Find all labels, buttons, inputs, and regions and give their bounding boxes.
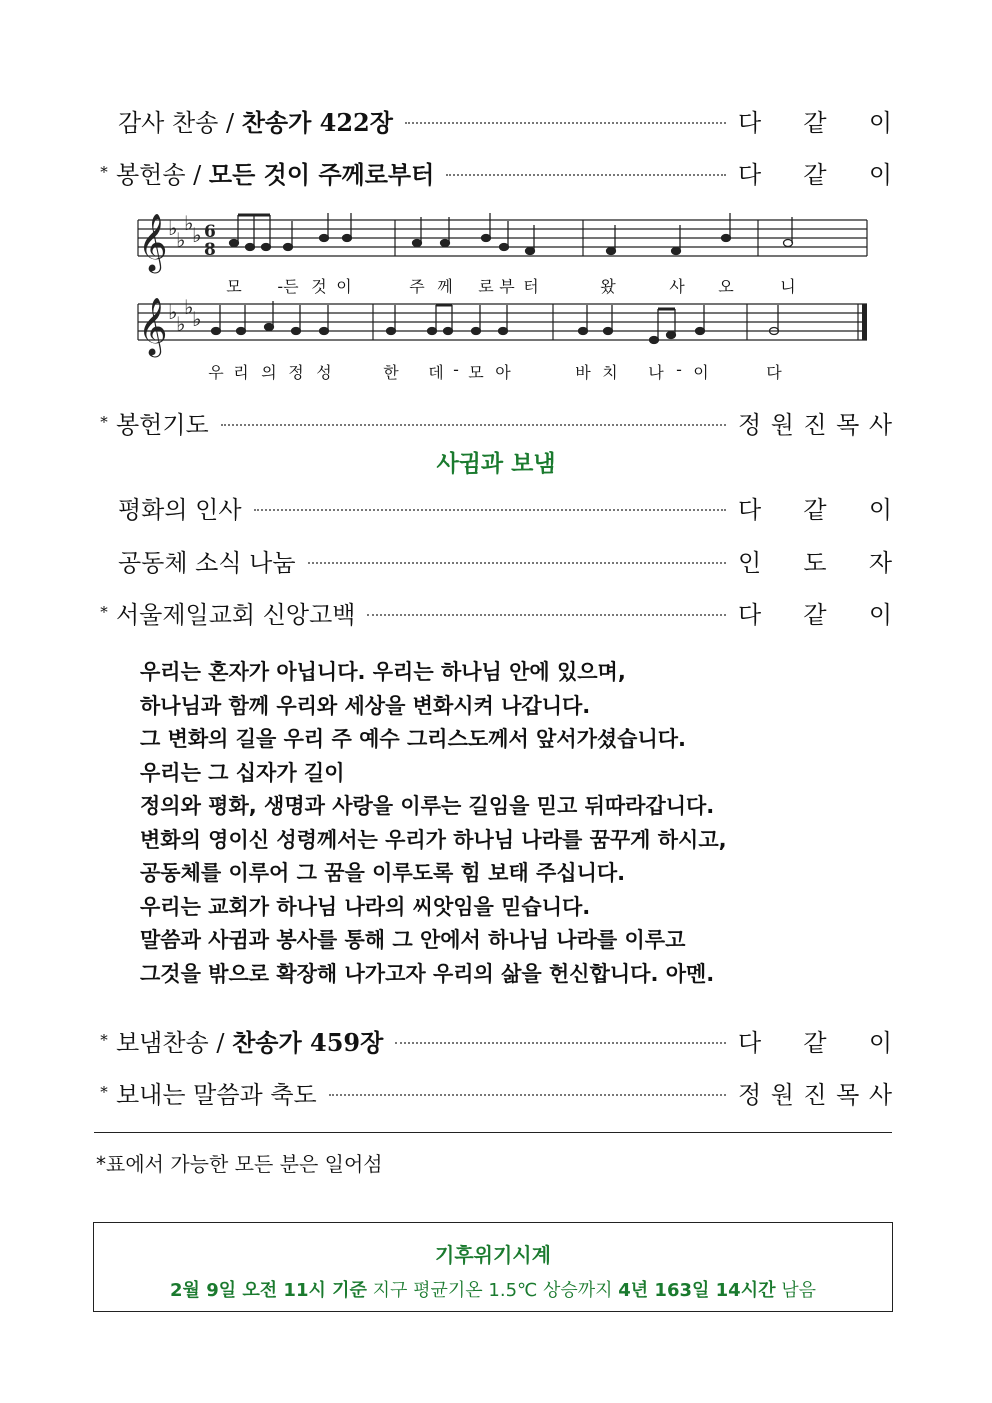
creed-line: 우리는 그 십자가 길이 [140,760,345,785]
order-row-creed [92,592,892,632]
leader-dots [308,562,726,564]
row-label-bold: 찬송가 459장 [232,1027,384,1057]
svg-text:6: 6 [204,222,216,242]
row-leader: 인 도 자 [738,548,892,577]
creed-line: 말씀과 사귐과 봉사를 통해 그 안에서 하나님 나라를 이루고 [140,928,686,952]
row-label: 감사 찬송 / [118,108,242,137]
order-row-peace-greeting [92,487,892,527]
key-signature-flats-icon [168,211,201,336]
creed-line: 하나님과 함께 우리와 세상을 변화시켜 나갑니다. [140,693,591,718]
standing-footnote: *표에서 가능한 모든 분은 일어섬 [96,1152,383,1176]
order-row-sending-hymn [92,1020,892,1060]
final-barline [862,304,867,340]
divider [94,1132,892,1133]
svg-text:♭: ♭ [184,211,194,235]
climate-clock-text: 2월 9일 오전 11시 기준 지구 평균기온 1.5℃ 상승까지 4년 163일 14시간 남음 [170,1280,816,1301]
standing-mark: * [100,1083,108,1101]
order-row-offertory-hymn [92,152,892,192]
svg-text:8: 8 [204,240,216,260]
treble-clef-icon: 𝄞 [138,297,168,355]
row-label-bold: 찬송가 422장 [241,107,393,137]
leader-dots [405,122,726,124]
order-row-community-news [92,540,892,580]
row-label: 서울제일교회 신앙고백 [116,600,356,629]
standing-mark: * [100,1031,108,1049]
row-leader: 다 같 이 [738,600,892,629]
creed-line: 변화의 영이신 성령께서는 우리가 하나님 나라를 꿈꾸게 하시고, [140,827,727,852]
svg-text:♭: ♭ [184,295,194,319]
row-leader: 정 원 진 목 사 [738,1080,892,1109]
standing-mark: * [100,163,108,181]
row-leader: 다 같 이 [738,1028,892,1057]
svg-text:♭: ♭ [192,223,202,247]
row-label: 보내는 말씀과 축도 [116,1080,317,1109]
leader-dots [329,1094,726,1096]
creed-line: 우리는 교회가 하나님 나라의 씨앗임을 믿습니다. [140,894,591,919]
creed-line: 그것을 밖으로 확장해 나가고자 우리의 삶을 헌신합니다. 아멘. [140,961,715,986]
row-label: 봉헌송 / [116,160,209,189]
standing-mark: * [100,413,108,431]
svg-text:♭: ♭ [168,216,178,240]
order-row-benediction [92,1072,892,1112]
order-row-thanks-hymn [92,100,892,140]
row-leader: 다 같 이 [738,108,892,137]
leader-dots [254,509,726,511]
row-leader: 다 같 이 [738,160,892,189]
row-label-bold: 모든 것이 주께로부터 [208,159,435,189]
leader-dots [221,424,726,426]
creed-line: 우리는 혼자가 아닙니다. 우리는 하나님 안에 있으며, [140,660,626,684]
svg-text:♭: ♭ [176,312,186,336]
row-label: 공동체 소식 나눔 [118,548,296,577]
leader-dots [367,614,726,616]
creed-line: 정의와 평화, 생명과 사랑을 이루는 길임을 믿고 뒤따라갑니다. [140,794,715,818]
time-signature-icon [204,222,216,260]
leader-dots [395,1042,726,1044]
row-label: 봉헌기도 [116,410,209,439]
row-label: 평화의 인사 [118,495,242,524]
climate-clock-box [93,1222,893,1312]
creed-text [140,656,727,991]
notes-line-1 [230,213,793,255]
svg-text:♭: ♭ [168,300,178,324]
svg-text:♭: ♭ [192,307,202,331]
row-label: 보냄찬송 / [116,1028,233,1057]
creed-line: 공동체를 이루어 그 꿈을 이루도록 힘 보태 주십니다. [140,861,626,885]
svg-text:♭: ♭ [176,228,186,252]
row-leader: 정 원 진 목 사 [738,410,892,439]
leader-dots [446,174,726,176]
row-leader: 다 같 이 [738,495,892,524]
section-heading: 사귐과 보냄 [436,451,556,477]
order-row-offertory-prayer [92,402,892,442]
standing-mark: * [100,603,108,621]
climate-clock-title: 기후위기시계 [435,1243,551,1267]
creed-line: 그 변화의 길을 우리 주 예수 그리스도께서 앞서가셨습니다. [140,727,687,751]
treble-clef-icon: 𝄞 [138,213,168,271]
